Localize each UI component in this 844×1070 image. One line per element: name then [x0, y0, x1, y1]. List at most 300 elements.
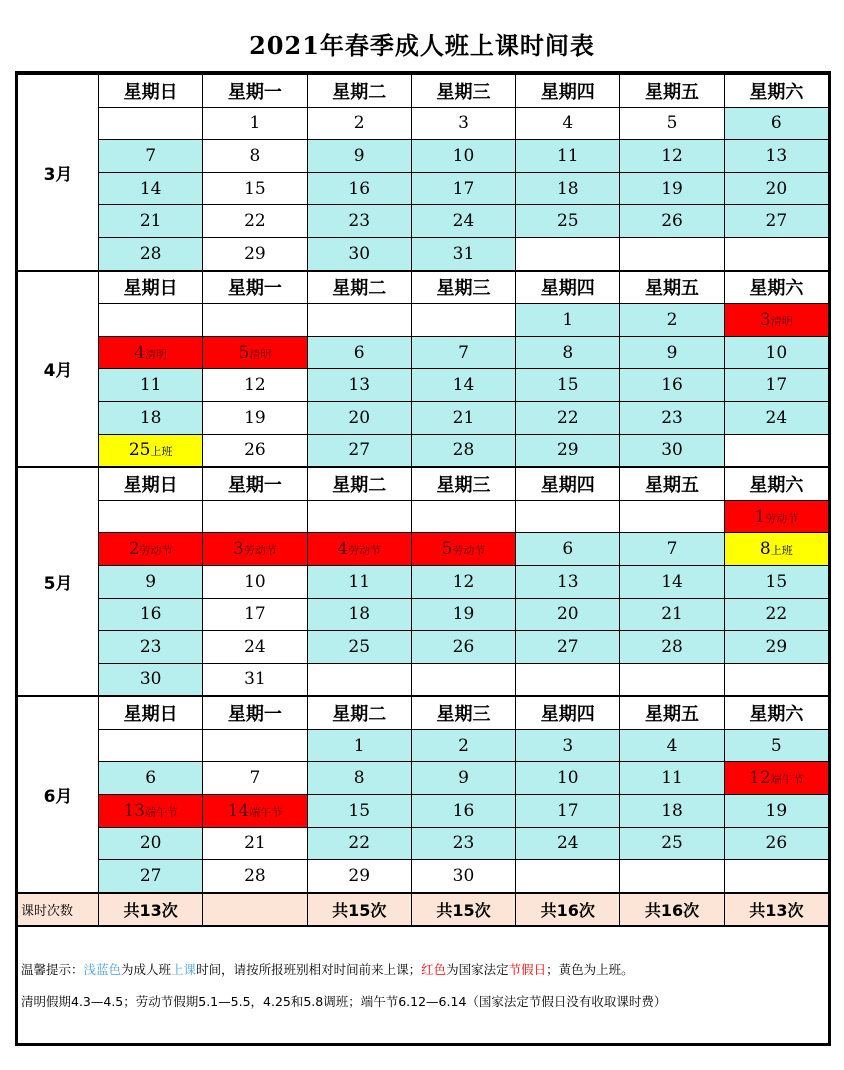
day-cell	[516, 336, 620, 369]
day-cell	[203, 631, 307, 664]
day-tag: 劳动节	[765, 511, 799, 525]
day-number: 30	[661, 440, 683, 461]
day-cell	[411, 172, 515, 205]
empty-cell	[620, 663, 724, 696]
day-cell	[203, 172, 307, 205]
day-cell	[203, 827, 307, 860]
day-cell	[99, 434, 203, 467]
day-cell	[411, 729, 515, 762]
day-cell	[411, 533, 515, 566]
day-cell	[620, 565, 724, 598]
day-cell	[516, 140, 620, 173]
weekday-header: 星期四	[516, 696, 620, 729]
day-number: 26	[452, 636, 475, 657]
weekday-header: 星期六	[724, 467, 828, 500]
notes-cell	[18, 926, 829, 1044]
day-number: 17	[556, 800, 579, 821]
day-cell	[724, 631, 828, 664]
day-cell	[411, 827, 515, 860]
day-number: 19	[765, 800, 788, 821]
day-cell	[411, 795, 515, 828]
day-cell	[724, 172, 828, 205]
day-number: 6	[562, 539, 574, 560]
weekday-header: 星期六	[724, 696, 828, 729]
week-row	[18, 795, 829, 828]
weekday-header: 星期二	[307, 696, 411, 729]
day-cell	[203, 237, 307, 270]
day-cell	[620, 205, 724, 238]
week-row	[18, 304, 829, 337]
day-cell	[516, 533, 620, 566]
day-cell	[203, 565, 307, 598]
day-number: 30	[348, 243, 371, 264]
day-number: 19	[244, 407, 266, 428]
weekday-header: 星期三	[411, 74, 515, 107]
day-number: 1	[249, 113, 261, 134]
day-cell	[411, 860, 515, 893]
total-count: 共15次	[411, 893, 515, 927]
total-count: 共15次	[307, 893, 411, 927]
day-number: 15	[348, 800, 371, 821]
day-cell	[307, 762, 411, 795]
weekday-header: 星期四	[516, 74, 620, 107]
day-number: 4	[134, 342, 146, 363]
day-number: 7	[666, 539, 678, 560]
day-cell	[203, 663, 307, 696]
day-number: 8	[759, 539, 771, 560]
day-number: 10	[765, 342, 788, 363]
note-fragment: 上课	[171, 962, 197, 978]
day-cell	[307, 205, 411, 238]
day-number: 24	[244, 636, 266, 657]
weekday-header: 星期日	[99, 74, 203, 107]
day-cell	[307, 729, 411, 762]
day-cell	[99, 533, 203, 566]
week-row	[18, 205, 829, 238]
day-number: 13	[556, 571, 579, 592]
day-number: 26	[765, 833, 788, 854]
day-number: 3	[759, 309, 771, 330]
day-cell	[307, 565, 411, 598]
day-cell	[99, 795, 203, 828]
day-cell	[307, 172, 411, 205]
weekday-header: 星期五	[620, 696, 724, 729]
day-cell	[203, 336, 307, 369]
day-cell	[411, 336, 515, 369]
day-cell	[620, 729, 724, 762]
note-fragment: 为成人班	[121, 962, 172, 978]
weekday-header: 星期日	[99, 271, 203, 304]
day-number: 16	[139, 604, 162, 625]
day-cell	[620, 795, 724, 828]
weekday-header: 星期一	[203, 271, 307, 304]
day-tag: 劳动节	[243, 544, 277, 558]
day-number: 8	[562, 342, 574, 363]
weekday-header: 星期四	[516, 271, 620, 304]
day-number: 4	[666, 735, 678, 756]
day-cell	[724, 369, 828, 402]
weekday-header: 星期三	[411, 696, 515, 729]
day-cell	[516, 729, 620, 762]
page-title: 2021年春季成人班上课时间表	[249, 31, 595, 60]
day-cell	[620, 140, 724, 173]
day-cell	[307, 827, 411, 860]
day-number: 22	[556, 407, 579, 428]
day-number: 16	[348, 178, 371, 199]
day-number: 17	[244, 604, 266, 625]
week-row	[18, 107, 829, 140]
empty-cell	[307, 663, 411, 696]
day-number: 29	[556, 440, 579, 461]
week-row	[18, 762, 829, 795]
week-row	[18, 565, 829, 598]
week-row	[18, 729, 829, 762]
week-row	[18, 860, 829, 893]
weekday-header: 星期五	[620, 271, 724, 304]
day-number: 25	[128, 440, 151, 461]
week-row	[18, 369, 829, 402]
day-tag: 端午节	[770, 773, 804, 787]
day-number: 23	[139, 636, 162, 657]
day-number: 24	[765, 407, 788, 428]
day-number: 24	[556, 833, 579, 854]
day-cell	[516, 598, 620, 631]
day-number: 8	[249, 145, 261, 166]
empty-cell	[516, 237, 620, 270]
day-number: 9	[353, 145, 365, 166]
day-number: 5	[666, 113, 678, 134]
day-number: 27	[556, 636, 579, 657]
day-number: 29	[765, 636, 788, 657]
day-cell	[99, 860, 203, 893]
day-number: 31	[244, 669, 266, 690]
day-cell	[99, 172, 203, 205]
day-cell	[99, 631, 203, 664]
day-number: 27	[348, 440, 371, 461]
day-cell	[516, 795, 620, 828]
week-row	[18, 663, 829, 696]
day-cell	[516, 107, 620, 140]
day-cell	[411, 401, 515, 434]
day-number: 14	[452, 375, 475, 396]
weekday-header: 星期一	[203, 467, 307, 500]
day-number: 21	[244, 833, 266, 854]
day-number: 25	[556, 211, 579, 232]
day-number: 16	[452, 800, 475, 821]
month-label: 3月	[18, 74, 99, 271]
empty-cell	[203, 729, 307, 762]
note-fragment: 浅蓝色	[83, 962, 122, 978]
day-cell	[620, 172, 724, 205]
day-cell	[307, 795, 411, 828]
day-cell	[620, 369, 724, 402]
week-row	[18, 631, 829, 664]
day-cell	[724, 140, 828, 173]
day-cell	[99, 205, 203, 238]
day-number: 2	[458, 735, 469, 756]
day-number: 18	[139, 407, 162, 428]
weekday-header: 星期一	[203, 696, 307, 729]
note-fragment: 节假日	[508, 962, 547, 978]
day-tag: 端午节	[144, 805, 178, 819]
week-row	[18, 401, 829, 434]
day-number: 25	[348, 636, 371, 657]
empty-cell	[724, 237, 828, 270]
day-cell	[411, 598, 515, 631]
day-cell	[516, 565, 620, 598]
day-cell	[203, 140, 307, 173]
day-tag: 端午节	[249, 805, 283, 819]
day-number: 16	[661, 375, 683, 396]
day-number: 12	[244, 375, 266, 396]
day-cell	[411, 631, 515, 664]
empty-cell	[620, 860, 724, 893]
day-cell	[724, 762, 828, 795]
day-tag: 劳动节	[139, 544, 173, 558]
empty-cell	[411, 663, 515, 696]
day-number: 1	[562, 309, 574, 330]
week-row	[18, 533, 829, 566]
empty-cell	[99, 729, 203, 762]
note-line-2: 清明假期4.3—4.5；劳动节假期5.1—5.5，4.25和5.8调班；端午节6.12—6.14（国家法定节假日没有收取课时费）	[21, 994, 667, 1010]
total-count: 共16次	[620, 893, 724, 927]
weekday-header: 星期二	[307, 74, 411, 107]
empty-cell	[724, 434, 828, 467]
day-cell	[516, 401, 620, 434]
note-fragment: 红色	[421, 962, 447, 978]
month-label: 6月	[18, 696, 99, 893]
day-number: 26	[661, 211, 683, 232]
day-cell	[724, 827, 828, 860]
day-number: 26	[244, 440, 266, 461]
day-cell	[307, 434, 411, 467]
day-cell	[203, 762, 307, 795]
total-count: 共13次	[724, 893, 828, 927]
week-row	[18, 598, 829, 631]
day-number: 11	[348, 571, 371, 592]
day-cell	[620, 107, 724, 140]
day-number: 11	[556, 145, 579, 166]
day-cell	[411, 107, 515, 140]
empty-cell	[516, 500, 620, 533]
day-number: 28	[139, 243, 162, 264]
weekday-header: 星期五	[620, 467, 724, 500]
day-cell	[307, 107, 411, 140]
weekday-header: 星期日	[99, 696, 203, 729]
day-number: 20	[348, 407, 371, 428]
empty-cell	[516, 663, 620, 696]
day-number: 28	[661, 636, 683, 657]
day-cell	[620, 631, 724, 664]
day-cell	[99, 401, 203, 434]
day-cell	[724, 304, 828, 337]
day-number: 23	[661, 407, 683, 428]
day-cell	[620, 533, 724, 566]
day-number: 15	[556, 375, 579, 396]
day-number: 18	[661, 800, 683, 821]
empty-cell	[724, 663, 828, 696]
day-cell	[203, 434, 307, 467]
day-number: 3	[562, 735, 574, 756]
day-cell	[620, 762, 724, 795]
day-cell	[307, 140, 411, 173]
day-number: 23	[348, 211, 371, 232]
day-number: 10	[244, 571, 266, 592]
day-number: 13	[123, 800, 145, 821]
day-cell	[516, 304, 620, 337]
day-number: 19	[661, 178, 683, 199]
weekday-header: 星期六	[724, 74, 828, 107]
day-tag: 清明	[249, 347, 272, 361]
day-number: 21	[139, 211, 162, 232]
day-cell	[203, 533, 307, 566]
total-count: 共13次	[99, 893, 203, 927]
day-cell	[307, 598, 411, 631]
day-cell	[411, 762, 515, 795]
note-fragment: ；黄色为上班。	[546, 962, 634, 978]
day-number: 3	[458, 113, 469, 134]
day-number: 8	[353, 768, 365, 789]
day-tag: 清明	[770, 314, 793, 328]
day-cell	[516, 827, 620, 860]
day-number: 17	[765, 375, 788, 396]
day-cell	[724, 533, 828, 566]
day-cell	[411, 205, 515, 238]
day-number: 11	[661, 768, 683, 789]
day-number: 6	[353, 342, 365, 363]
day-number: 2	[666, 309, 678, 330]
day-cell	[724, 795, 828, 828]
day-number: 9	[458, 768, 469, 789]
empty-cell	[99, 500, 203, 533]
day-cell	[99, 663, 203, 696]
day-cell	[99, 369, 203, 402]
note-fragment: 为国家法定	[446, 962, 509, 978]
day-number: 20	[139, 833, 162, 854]
day-number: 23	[452, 833, 475, 854]
day-cell	[99, 237, 203, 270]
day-cell	[99, 762, 203, 795]
day-cell	[99, 598, 203, 631]
day-number: 20	[556, 604, 579, 625]
day-cell	[516, 631, 620, 664]
day-number: 15	[244, 178, 266, 199]
day-number: 4	[337, 539, 349, 560]
day-cell	[203, 107, 307, 140]
week-row	[18, 500, 829, 533]
day-number: 7	[249, 768, 261, 789]
day-number: 29	[244, 243, 266, 264]
day-cell	[620, 598, 724, 631]
total-count	[203, 893, 307, 927]
day-cell	[203, 205, 307, 238]
day-number: 2	[128, 539, 140, 560]
month-label: 4月	[18, 271, 99, 468]
weekday-header: 星期三	[411, 271, 515, 304]
day-number: 5	[770, 735, 782, 756]
day-cell	[724, 336, 828, 369]
day-cell	[516, 369, 620, 402]
day-number: 4	[562, 113, 574, 134]
week-row	[18, 172, 829, 205]
day-cell	[724, 500, 828, 533]
month-label: 5月	[18, 467, 99, 696]
day-number: 12	[749, 768, 771, 789]
day-number: 6	[770, 113, 782, 134]
day-number: 31	[452, 243, 475, 264]
weekday-header: 星期日	[99, 467, 203, 500]
day-number: 27	[139, 866, 162, 887]
day-cell	[99, 140, 203, 173]
empty-cell	[411, 304, 515, 337]
day-cell	[724, 205, 828, 238]
day-cell	[203, 860, 307, 893]
day-number: 28	[244, 866, 266, 887]
day-number: 1	[353, 735, 365, 756]
day-cell	[516, 205, 620, 238]
day-number: 2	[353, 113, 365, 134]
note-line-1	[21, 960, 825, 978]
day-number: 12	[452, 571, 475, 592]
empty-cell	[411, 500, 515, 533]
day-number: 29	[348, 866, 371, 887]
day-cell	[99, 827, 203, 860]
week-row	[18, 336, 829, 369]
empty-cell	[203, 500, 307, 533]
empty-cell	[203, 304, 307, 337]
day-cell	[516, 172, 620, 205]
day-number: 18	[556, 178, 579, 199]
empty-cell	[724, 860, 828, 893]
day-number: 20	[765, 178, 788, 199]
day-number: 22	[348, 833, 371, 854]
day-number: 10	[452, 145, 475, 166]
day-cell	[724, 401, 828, 434]
day-number: 7	[458, 342, 469, 363]
weekday-header: 星期一	[203, 74, 307, 107]
week-row	[18, 434, 829, 467]
day-number: 9	[666, 342, 678, 363]
day-cell	[620, 434, 724, 467]
weekday-header: 星期五	[620, 74, 724, 107]
week-row	[18, 827, 829, 860]
day-number: 14	[227, 800, 250, 821]
empty-cell	[99, 107, 203, 140]
day-cell	[307, 237, 411, 270]
weekday-header: 星期四	[516, 467, 620, 500]
day-cell	[307, 401, 411, 434]
empty-cell	[99, 304, 203, 337]
day-cell	[516, 762, 620, 795]
weekday-header: 星期二	[307, 467, 411, 500]
day-tag: 劳动节	[348, 544, 382, 558]
day-number: 13	[348, 375, 371, 396]
day-cell	[620, 304, 724, 337]
weekday-header: 星期三	[411, 467, 515, 500]
day-number: 19	[452, 604, 475, 625]
day-cell	[307, 336, 411, 369]
day-cell	[620, 827, 724, 860]
day-cell	[411, 434, 515, 467]
day-cell	[724, 107, 828, 140]
day-cell	[516, 434, 620, 467]
day-cell	[620, 401, 724, 434]
day-number: 15	[765, 571, 788, 592]
total-count: 共16次	[516, 893, 620, 927]
day-number: 28	[452, 440, 475, 461]
weekday-header: 星期六	[724, 271, 828, 304]
day-cell	[203, 598, 307, 631]
